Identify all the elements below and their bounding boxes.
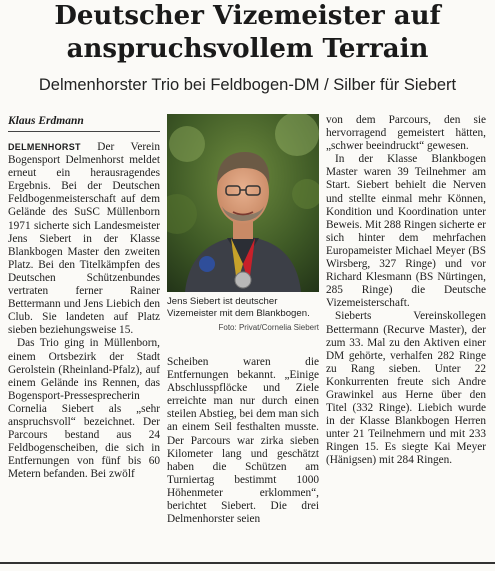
photo-caption: Jens Siebert ist deutscher Vizemeister mit dem Blankbogen. [167, 296, 310, 319]
article-column-1 [8, 141, 160, 553]
headline-line-1: Deutscher Vizemeister auf [54, 1, 441, 31]
article-paragraph: Scheiben waren die Entfernungen bekannt. „Einige Abschlusspflöcke und Ziele erreichte man nur durch einen steilen Abstieg, bei dem man sich an einem Seil festhalten musste. Der Parcours war zirka sieben Kilometer lang und geschätzt haben die Schützen am Turniertag bestimmt 1000 Höhenmeter erklommen“, berichtet Siebert. Die drei Delmenhorster seien [167, 356, 319, 526]
subheadline: Delmenhorster Trio bei Feldbogen-DM / Silber für Siebert [38, 76, 457, 94]
article-column-2 [167, 356, 319, 556]
article-paragraph: In der Klasse Blankbogen Master waren 39 Teilnehmer am Start. Siebert behielt die Nerven und stellte einmal mehr Können, Kondition und Koordination unter Beweis. Mit 288 Ringen sicherte er sich hinter dem mehrfachen Europameister Michael Meyer (BS Wirsberg, 327 Ringe) und vor Richard Klesmann (BS Nürtingen, 285 Ringe) die Deutsche Vizemeisterschaft. [326, 153, 486, 310]
headline-line-2: anspruchsvollem Terrain [66, 34, 429, 64]
photo-credit: Foto: Privat/Cornelia Siebert [218, 323, 319, 332]
paragraph-text: Der Verein Bogensport Delmenhorst meldet erneut ein herausragendes Ergebnis. Bei der Deutschen Feldbogenmeisterschaft auf dem Gelände des SuSC Müllenborn 1971 sicherte sich Landesmeister Jens Siebert in der Klasse Blankbogen Master den zweiten Platz. Bei den Titelkämpfen des Deutschen Schützenbundes vertraten ferner Rainer Bettermann und Jens Liebich den Club. Sie landeten auf Platz sieben beziehungsweise 15. [8, 141, 160, 337]
article-paragraph: Sieberts Vereinskollegen Bettermann (Recurve Master), der zum 33. Mal zu den Aktiven einer DM gehörte, verhalfen 282 Ringe zu Rang sieben. Unter 22 Konkurrenten freute sich Andre Grawinkel aus Herne über den Titel (332 Ringe). Liebich wurde in der Klasse Blankbogen Herren unter 21 Teilnehmern und mit 233 Ringen 15. Es siegte Kai Meyer (Hänigsen) mit 284 Ringen. [326, 310, 486, 467]
bottom-rule [0, 562, 495, 564]
article-paragraph: Das Trio ging in Müllenborn, einem Ortsbezirk der Stadt Gerolstein (Rheinland-Pfalz), auf einem Gelände ins Rennen, das Bogensport-Pressesprecherin Cornelia Siebert als „sehr anspruchsvoll“ bezeichnet. Der Parcours bestand aus 24 Feldbogenscheiben, die sich in Entfernungen von fünf bis 60 Metern befanden. Bei zwölf [8, 337, 160, 481]
author-byline: Klaus Erdmann [8, 115, 160, 132]
dateline: DELMENHORST [8, 142, 81, 152]
portrait-photo-image [167, 114, 319, 292]
article-paragraph: von dem Parcours, den sie hervorragend gemeistert hätten, „schwer beeindruckt“ gewesen. [326, 114, 486, 153]
article-column-3 [326, 114, 486, 556]
headline [0, 0, 495, 66]
article-paragraph [8, 141, 160, 337]
portrait-photo [167, 114, 319, 292]
